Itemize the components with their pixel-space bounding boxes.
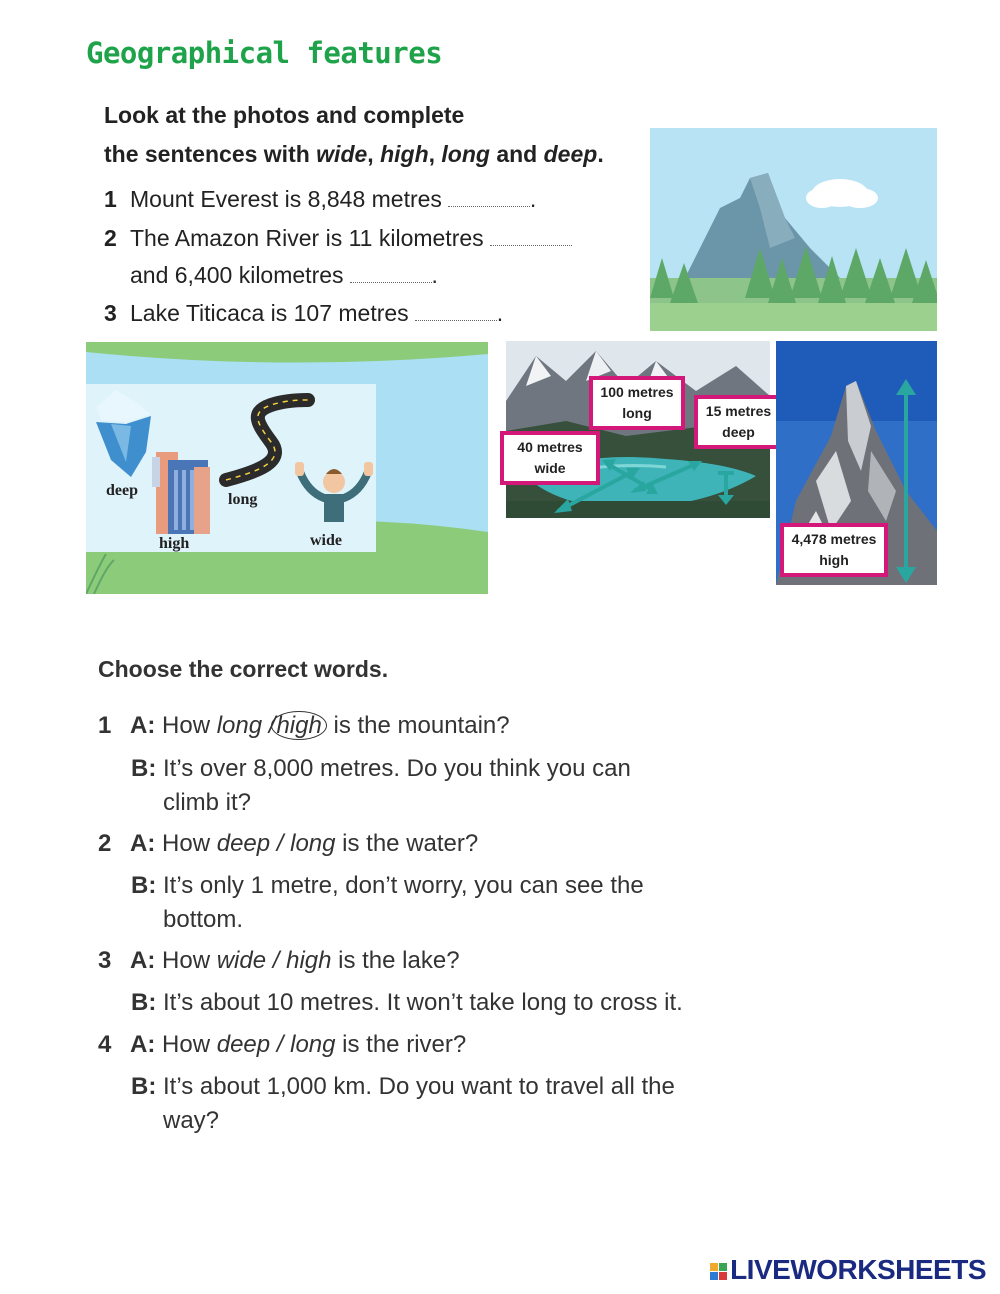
exercise2-item-1-answer-cont: climb it? bbox=[163, 789, 252, 816]
tag-height: 4,478 metres high bbox=[780, 523, 888, 577]
label-wide: wide bbox=[310, 532, 342, 549]
mountain-illustration bbox=[650, 98, 937, 331]
exercise1-item-2: 2 The Amazon River is 11 kilometres bbox=[104, 225, 572, 252]
exercise2-item-3-question: 3 A: How wide / high is the lake? bbox=[98, 947, 460, 974]
answer-blank-2b[interactable] bbox=[350, 264, 432, 283]
exercise2-item-1-answer: B: It’s over 8,000 metres. Do you think you can bbox=[131, 755, 631, 782]
exercise2-item-3-answer: B: It’s about 10 metres. It won’t take long to cross it. bbox=[131, 989, 683, 1016]
label-deep: deep bbox=[106, 482, 138, 499]
tag-length: 100 metres long bbox=[589, 376, 685, 430]
exercise2-item-2-answer-cont: bottom. bbox=[163, 906, 244, 933]
liveworksheets-logo[interactable]: LIVEWORKSHEETS bbox=[710, 1254, 986, 1286]
option-long[interactable]: long bbox=[216, 712, 263, 739]
features-illustration bbox=[86, 342, 488, 594]
option-long[interactable]: long bbox=[290, 830, 336, 857]
answer-blank-1[interactable] bbox=[448, 188, 530, 207]
exercise2-item-4-answer-cont: way? bbox=[163, 1107, 220, 1134]
exercise2-item-4-answer: B: It’s about 1,000 km. Do you want to travel all the bbox=[131, 1073, 675, 1100]
exercise1-item-2-continued: and 6,400 kilometres . bbox=[130, 262, 438, 288]
exercise1-instruction-line1: Look at the photos and complete bbox=[104, 102, 465, 128]
exercise2-instruction: Choose the correct words. bbox=[98, 656, 389, 682]
answer-blank-3[interactable] bbox=[415, 302, 497, 321]
exercise2-item-2-answer: B: It’s only 1 metre, don’t worry, you can see the bbox=[131, 872, 644, 899]
exercise2-item-2-question: 2 A: How deep / long is the water? bbox=[98, 830, 479, 857]
option-high[interactable]: high bbox=[286, 947, 332, 974]
option-high-selected[interactable]: high bbox=[271, 711, 326, 740]
exercise1-item-3: 3 Lake Titicaca is 107 metres . bbox=[104, 300, 504, 326]
answer-blank-2a[interactable] bbox=[490, 227, 572, 246]
label-high: high bbox=[159, 535, 190, 552]
exercise1-instruction-line2: the sentences with wide, high, long and deep. bbox=[104, 141, 604, 167]
option-deep[interactable]: deep bbox=[216, 830, 271, 857]
exercise2-item-1-question: 1 A: How long /high is the mountain? bbox=[98, 712, 510, 739]
tag-width: 40 metres wide bbox=[500, 431, 600, 485]
label-long: long bbox=[228, 491, 258, 508]
liveworksheets-grid-icon bbox=[710, 1263, 727, 1280]
option-deep[interactable]: deep bbox=[216, 1031, 271, 1058]
option-long[interactable]: long bbox=[290, 1031, 336, 1058]
option-wide[interactable]: wide bbox=[216, 947, 267, 974]
tag-depth: 15 metres deep bbox=[694, 395, 783, 449]
exercise2-item-4-question: 4 A: How deep / long is the river? bbox=[98, 1031, 467, 1058]
exercise1-item-1: 1 Mount Everest is 8,848 metres . bbox=[104, 186, 537, 212]
page-title: Geographical features bbox=[86, 36, 443, 70]
